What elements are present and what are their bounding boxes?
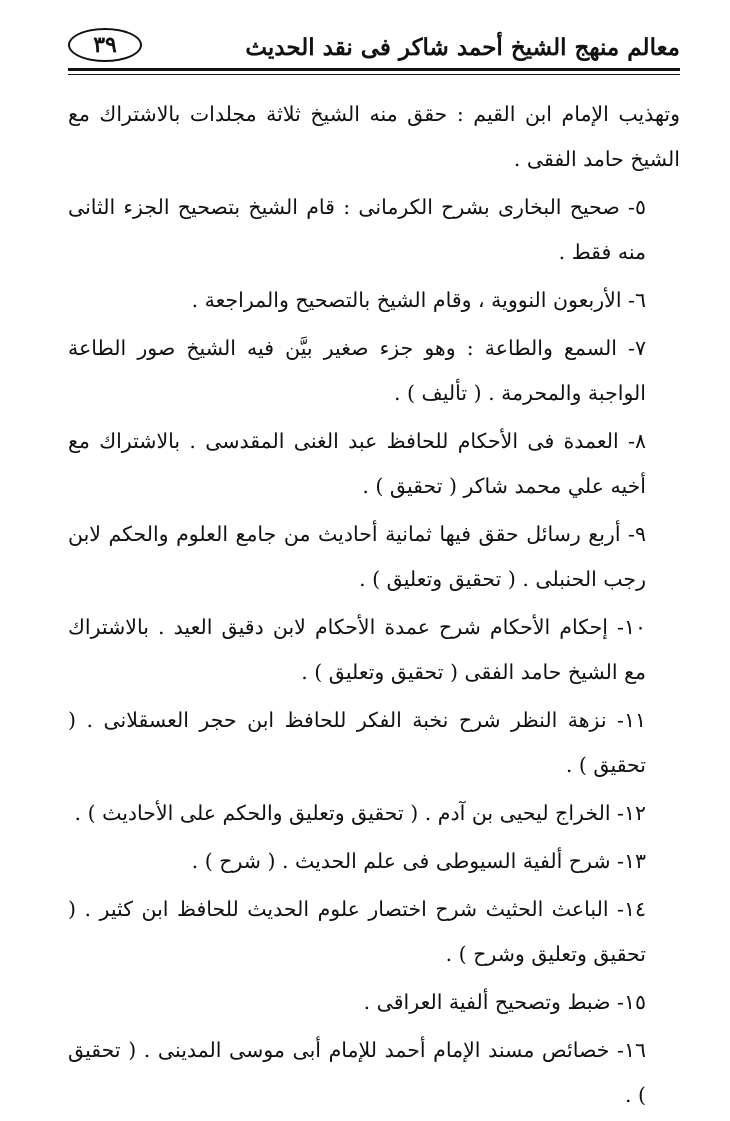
entry-5: ٥- صحيح البخارى بشرح الكرمانى : قام الشيخ بتصحيح الجزء الثانى منه فقط . <box>68 195 646 264</box>
page-number: ٣٩ <box>68 28 142 62</box>
entry-16: ١٦- خصائص مسند الإمام أحمد للإمام أبى موسى المدينى . ( تحقيق ) . <box>68 1038 646 1107</box>
entry-12: ١٢- الخراج ليحيى بن آدم . ( تحقيق وتعليق والحكم على الأحاديث ) . <box>74 801 646 825</box>
entry-10: ١٠- إحكام الأحكام شرح عمدة الأحكام لابن دقيق العيد . بالاشتراك مع الشيخ حامد الفقى ( تحقيق وتعليق ) . <box>68 615 646 684</box>
entry-13: ١٣- شرح ألفية السيوطى فى علم الحديث . ( شرح ) . <box>191 849 646 873</box>
header-rule-thin <box>68 74 680 75</box>
entry-8: ٨- العمدة فى الأحكام للحافظ عبد الغنى المقدسى . بالاشتراك مع أخيه علي محمد شاكر ( تحقيق ) . <box>68 429 646 498</box>
entry-6: ٦- الأربعون النووية ، وقام الشيخ بالتصحيح والمراجعة . <box>191 288 646 312</box>
entry-11: ١١- نزهة النظر شرح نخبة الفكر للحافظ ابن حجر العسقلانى . ( تحقيق ) . <box>68 708 646 777</box>
entry-15: ١٥- ضبط وتصحيح ألفية العراقى . <box>363 990 646 1014</box>
header-rule-thick <box>68 68 680 71</box>
page-body <box>68 92 680 1121</box>
entry-14: ١٤- الباعث الحثيث شرح اختصار علوم الحديث للحافظ ابن كثير . ( تحقيق وتعليق وشرح ) . <box>68 897 646 966</box>
running-title: معالم منهج الشيخ أحمد شاكر فى نقد الحديث <box>245 34 680 61</box>
entry-9: ٩- أربع رسائل حقق فيها ثمانية أحاديث من جامع العلوم والحكم لابن رجب الحنبلى . ( تحقيق وتعليق ) . <box>68 522 646 591</box>
page-header <box>68 28 680 72</box>
entry-continuation: وتهذيب الإمام ابن القيم : حقق منه الشيخ ثلاثة مجلدات بالاشتراك مع الشيخ حامد الفقى . <box>68 102 680 171</box>
entry-7: ٧- السمع والطاعة : وهو جزء صغير بيَّن فيه الشيخ صور الطاعة الواجبة والمحرمة . ( تأليف ) . <box>68 336 646 405</box>
